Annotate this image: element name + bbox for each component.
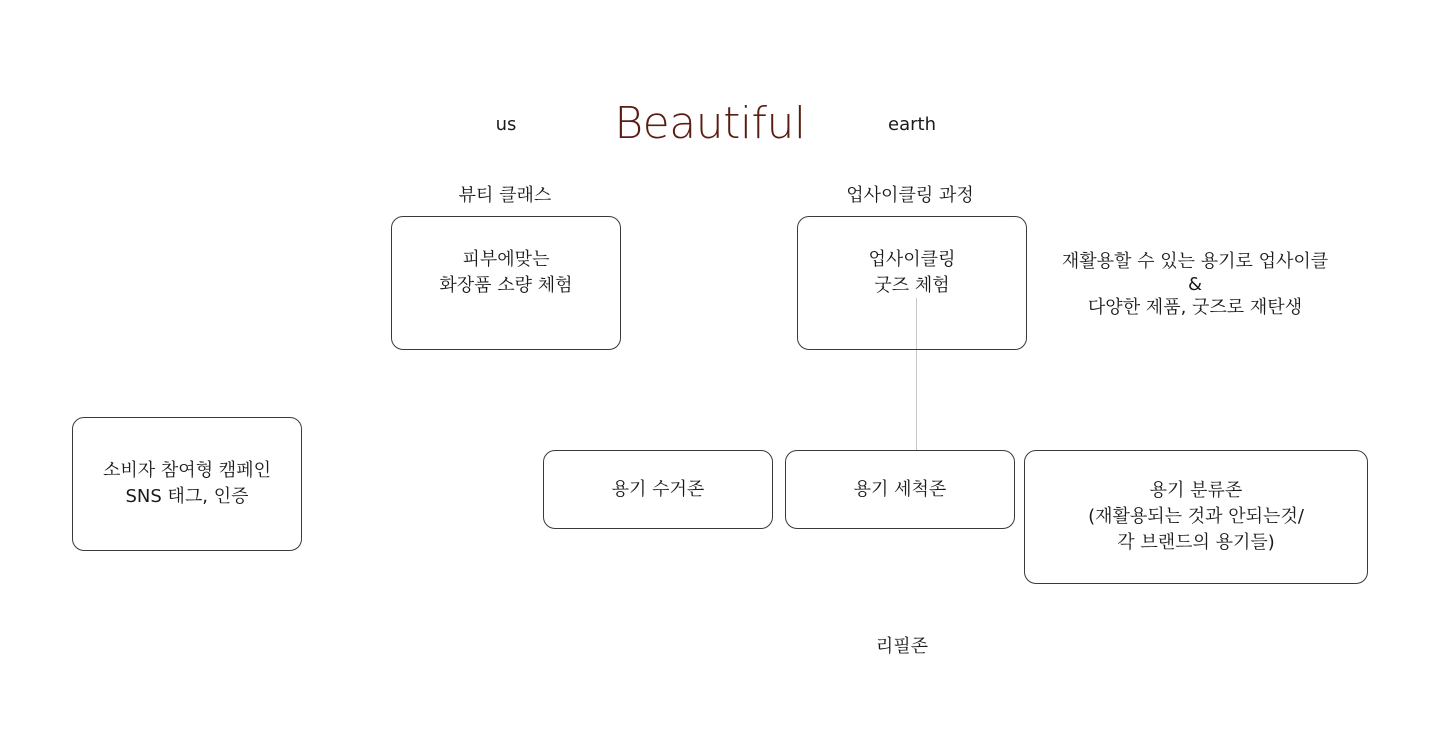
upcycling-goods-box [797,216,1027,350]
upcycling-goods-line-1: 업사이클링 [868,249,956,270]
collection-zone-label: 용기 수거존 [611,478,705,500]
note-line-2: & [1187,274,1203,295]
header-right-word: earth [888,114,936,135]
note-line-1: 재활용할 수 있는 용기로 업사이클 [1061,251,1329,272]
campaign-line-1: 소비자 참여형 캠페인 [103,460,271,481]
washing-zone-label: 용기 세척존 [853,478,947,500]
upcycling-goods-line-2: 굿즈 체험 [874,275,950,296]
upcycle-note [1040,249,1350,321]
campaign-box [72,417,302,551]
skincare-trial-box [391,216,621,350]
header-left-word: us [495,114,517,135]
collection-zone-box [543,450,773,529]
section-refill-zone: 리필존 [875,636,929,657]
page-title: Beautiful [614,98,806,149]
skincare-line-1: 피부에맞는 [462,249,550,270]
note-line-3: 다양한 제품, 굿즈로 재탄생 [1087,297,1303,318]
campaign-line-2: SNS 태그, 인증 [125,486,249,507]
section-beauty-class: 뷰티 클래스 [458,185,552,206]
sorting-zone-box [1024,450,1368,584]
sorting-zone-line-2: (재활용되는 것과 안되는것/ [1088,506,1304,527]
section-upcycling-process: 업사이클링 과정 [846,185,974,206]
sorting-zone-line-1: 용기 분류존 [1149,480,1243,501]
washing-zone-box [785,450,1015,529]
skincare-line-2: 화장품 소량 체험 [439,275,573,296]
sorting-zone-line-3: 각 브랜드의 용기들) [1117,532,1275,553]
